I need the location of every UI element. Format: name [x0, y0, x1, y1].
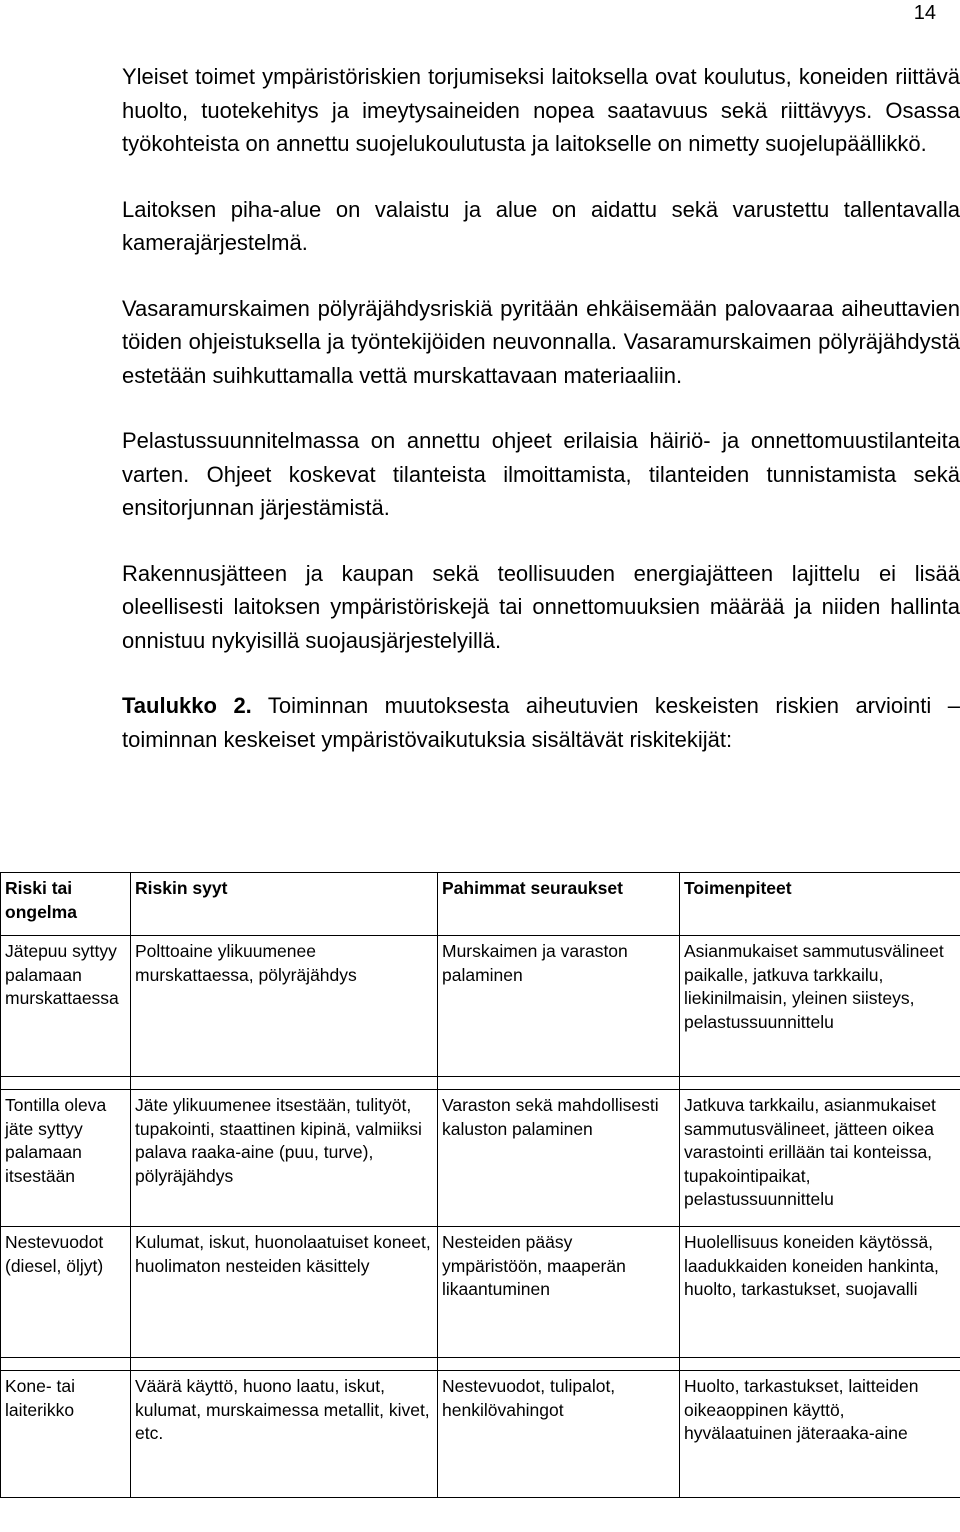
- header-causes: Riskin syyt: [131, 873, 438, 936]
- table-cell: Kulumat, iskut, huonolaatuiset koneet, huolimaton nesteiden käsittely: [131, 1227, 438, 1358]
- header-measures: Toimenpiteet: [680, 873, 960, 936]
- table-row-gap: [1, 1358, 960, 1371]
- paragraph-waste-sorting: Rakennusjätteen ja kaupan sekä teollisuuden energiajätteen lajittelu ei lisää oleellisesti laitoksen ympäristöriskejä tai onnettomuuksien määrää ja niiden hallinta onnistuu nykyisillä suojausjärjestelyillä.: [122, 560, 960, 653]
- table-gap-cell: [1, 1077, 131, 1090]
- table-gap-cell: [680, 1358, 960, 1371]
- table-cell: Tontilla oleva jäte syttyy palamaan itsestään: [1, 1090, 131, 1227]
- table-gap-cell: [131, 1077, 438, 1090]
- table-row-gap: [1, 1077, 960, 1090]
- table-cell: Jätepuu syttyy palamaan murskattaessa: [1, 936, 131, 1077]
- paragraph-dust-explosion: Vasaramurskaimen pölyräjähdysriskiä pyritään ehkäisemään palovaaraa aiheuttavien töiden ohjeistuksella ja työntekijöiden neuvonnalla. Vasaramurskaimen pölyräjähdystä estetään suihkuttamalla vettä murskattavaan materiaaliin.: [122, 295, 960, 388]
- header-consequences: Pahimmat seuraukset: [438, 873, 680, 936]
- table-cell: Huolto, tarkastukset, laitteiden oikeaoppinen käyttö, hyvälaatuinen jäteraaka-aine: [680, 1371, 960, 1498]
- table-gap-cell: [680, 1077, 960, 1090]
- table-cell: Nesteiden pääsy ympäristöön, maaperän likaantuminen: [438, 1227, 680, 1358]
- table-cell: Asianmukaiset sammutusvälineet paikalle, jatkuva tarkkailu, liekinilmaisin, yleinen siisteys, pelastussuunnittelu: [680, 936, 960, 1077]
- table-cell: Varaston sekä mahdollisesti kaluston palaminen: [438, 1090, 680, 1227]
- risk-table: [0, 872, 960, 1498]
- paragraph-yard-security: Laitoksen piha-alue on valaistu ja alue on aidattu sekä varustettu tallentavalla kamerajärjestelmä.: [122, 196, 960, 255]
- table-cell: Nestevuodot (diesel, öljyt): [1, 1227, 131, 1358]
- table-row: [1, 936, 960, 1077]
- table-cell: Jatkuva tarkkailu, asianmukaiset sammutusvälineet, jätteen oikea varastointi erillään tai konteissa, tupakointipaikat, pelastussuunnittelu: [680, 1090, 960, 1227]
- table-gap-cell: [438, 1358, 680, 1371]
- table-cell: Huolellisuus koneiden käytössä, laadukkaiden koneiden hankinta, huolto, tarkastukset, suojavalli: [680, 1227, 960, 1358]
- table-gap-cell: [438, 1077, 680, 1090]
- body-text: [122, 60, 960, 788]
- table-cell: Väärä käyttö, huono laatu, iskut, kulumat, murskaimessa metallit, kivet, etc.: [131, 1371, 438, 1498]
- header-risk: Riski tai ongelma: [1, 873, 131, 936]
- table-caption-label: Taulukko 2.: [122, 693, 252, 718]
- table-gap-cell: [1, 1358, 131, 1371]
- table-row: [1, 1090, 960, 1227]
- table-caption-text: Toiminnan muutoksesta aiheutuvien keskeisten riskien arviointi – toiminnan keskeiset ympäristövaikutuksia sisältävät riskitekijät:: [122, 693, 960, 752]
- table-caption: [122, 689, 960, 756]
- table-gap-cell: [131, 1358, 438, 1371]
- page-number: 14: [913, 2, 936, 24]
- table-header-row: [1, 873, 960, 936]
- table-cell: Murskaimen ja varaston palaminen: [438, 936, 680, 1077]
- table-row: [1, 1371, 960, 1498]
- paragraph-rescue-plan: Pelastussuunnitelmassa on annettu ohjeet erilaisia häiriö- ja onnettomuustilanteita varten. Ohjeet koskevat tilanteista ilmoittamista, tilanteiden tunnistamista sekä ensitorjunnan järjestämistä.: [122, 428, 960, 520]
- table-cell: Kone- tai laiterikko: [1, 1371, 131, 1498]
- table-row: [1, 1227, 960, 1358]
- paragraph-general-measures: Yleiset toimet ympäristöriskien torjumiseksi laitoksella ovat koulutus, koneiden riittävä huolto, tuotekehitys ja imeytysaineiden nopea saatavuus sekä riittävyys. Osassa työkohteista on annettu suojelukoulutusta ja laitokselle on nimetty suojelupäällikkö.: [122, 64, 960, 156]
- table-cell: Jäte ylikuumenee itsestään, tulityöt, tupakointi, staattinen kipinä, valmiiksi palava raaka-aine (puu, turve), pölyräjähdys: [131, 1090, 438, 1227]
- table-cell: Nestevuodot, tulipalot, henkilövahingot: [438, 1371, 680, 1498]
- table-cell: Polttoaine ylikuumenee murskattaessa, pölyräjähdys: [131, 936, 438, 1077]
